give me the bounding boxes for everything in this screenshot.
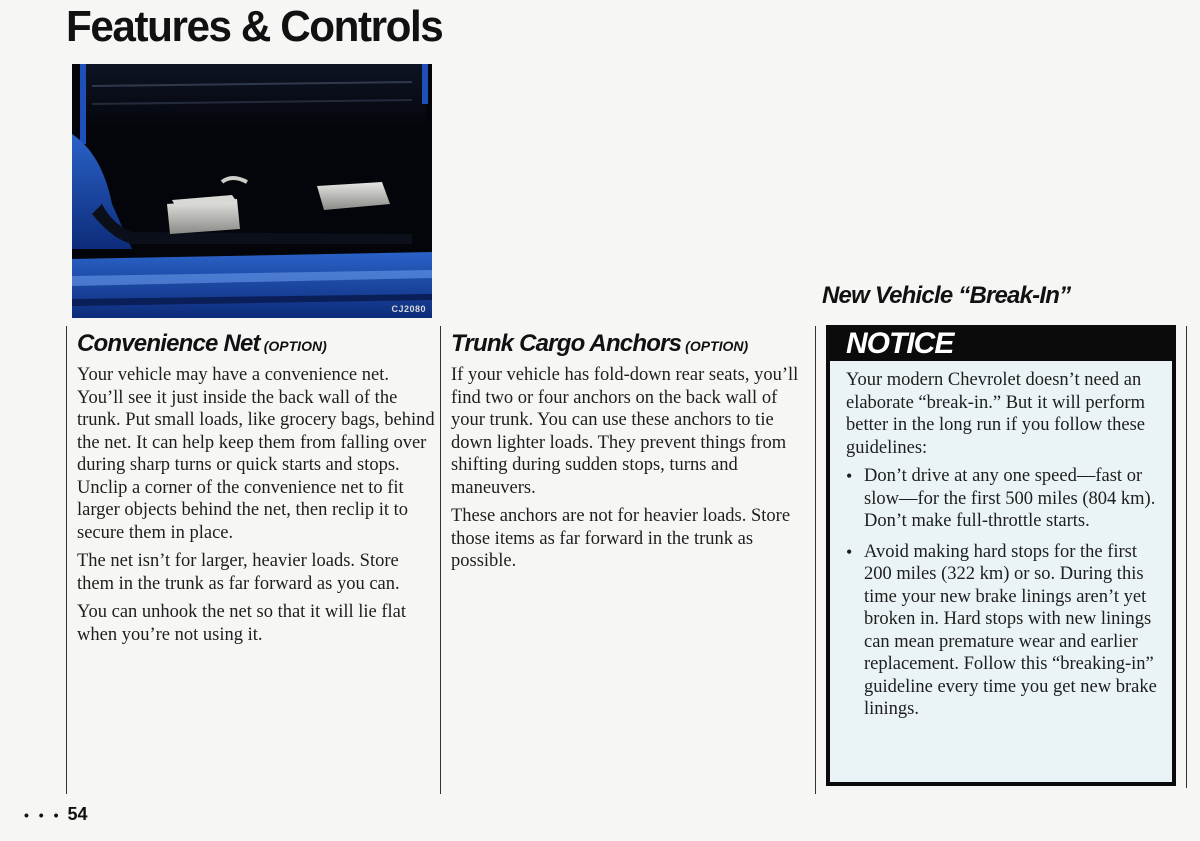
trunk-anchors-heading (451, 330, 811, 358)
notice-intro: Your modern Chevrolet doesn’t need an elaborate “break-in.” But it will perform better in the long run if you follow these guidelines: (846, 370, 1146, 458)
trunk-anchors-paragraph: If your vehicle has fold-down rear seats, you’ll find two or four anchors on the back wall of your trunk. You can use these anchors to tie down lighter loads. They prevent things from shifting during sudden stops, turns and maneuvers. (451, 365, 799, 498)
option-label: (OPTION) (263, 338, 327, 354)
column-rule-left (66, 326, 67, 794)
trunk-illustration (72, 64, 432, 318)
notice-box (826, 325, 1176, 786)
bullet-icon: • (846, 541, 853, 562)
bullet-icon: • (846, 466, 853, 486)
break-in-heading: New Vehicle “Break-In” (822, 282, 1071, 309)
notice-list (846, 465, 1162, 721)
convenience-net-paragraph: Your vehicle may have a convenience net. You’ll see it just inside the back wall of the trunk. Put small loads, like grocery bags, behind the net. It can help keep them from falling over during sharp turns or quick starts and stops. Unclip a corner of the convenience net to fit larger objects behind the net, then reclip it to secure them in place. (77, 365, 435, 543)
convenience-net-paragraph: The net isn’t for larger, heavier loads. Store them in the trunk as far forward as you can. (77, 551, 400, 594)
notice-bullet-item (846, 541, 1162, 721)
trunk-anchors-section (451, 330, 811, 579)
notice-bullet-text: Don’t drive at any one speed—fast or slow—for the first 500 miles (804 km). Don’t make full-throttle starts. (864, 466, 1156, 531)
notice-bullet-text: Avoid making hard stops for the first 200 miles (322 km) or so. During this time your new brake linings aren’t yet broken in. Hard stops with new linings can mean premature wear and earlier replacement. Follow this “breaking-in” guideline every time you get new brake linings. (864, 541, 1157, 719)
option-label: (OPTION) (685, 338, 749, 354)
trunk-anchors-title: Trunk Cargo Anchors (451, 330, 682, 357)
column-rule-far-right (1186, 326, 1187, 788)
photo-code: CJ2080 (391, 304, 426, 314)
page-number-value: 54 (67, 804, 88, 824)
convenience-net-section (77, 330, 437, 652)
column-rule-right (815, 326, 816, 794)
notice-bullet-item (846, 465, 1162, 533)
convenience-net-heading (77, 330, 437, 358)
convenience-net-title: Convenience Net (77, 330, 260, 357)
column-rule-middle (440, 326, 441, 794)
notice-body (830, 361, 1172, 782)
page-title: Features & Controls (66, 2, 443, 51)
trunk-anchors-paragraph: These anchors are not for heavier loads. Store those items as far forward in the trunk as possible. (451, 506, 791, 571)
page-number-dots: • • • (24, 807, 62, 823)
convenience-net-paragraph: You can unhook the net so that it will lie flat when you’re not using it. (77, 602, 407, 645)
trunk-photo (72, 64, 432, 318)
page-number (24, 804, 88, 825)
notice-title: NOTICE (846, 327, 954, 360)
